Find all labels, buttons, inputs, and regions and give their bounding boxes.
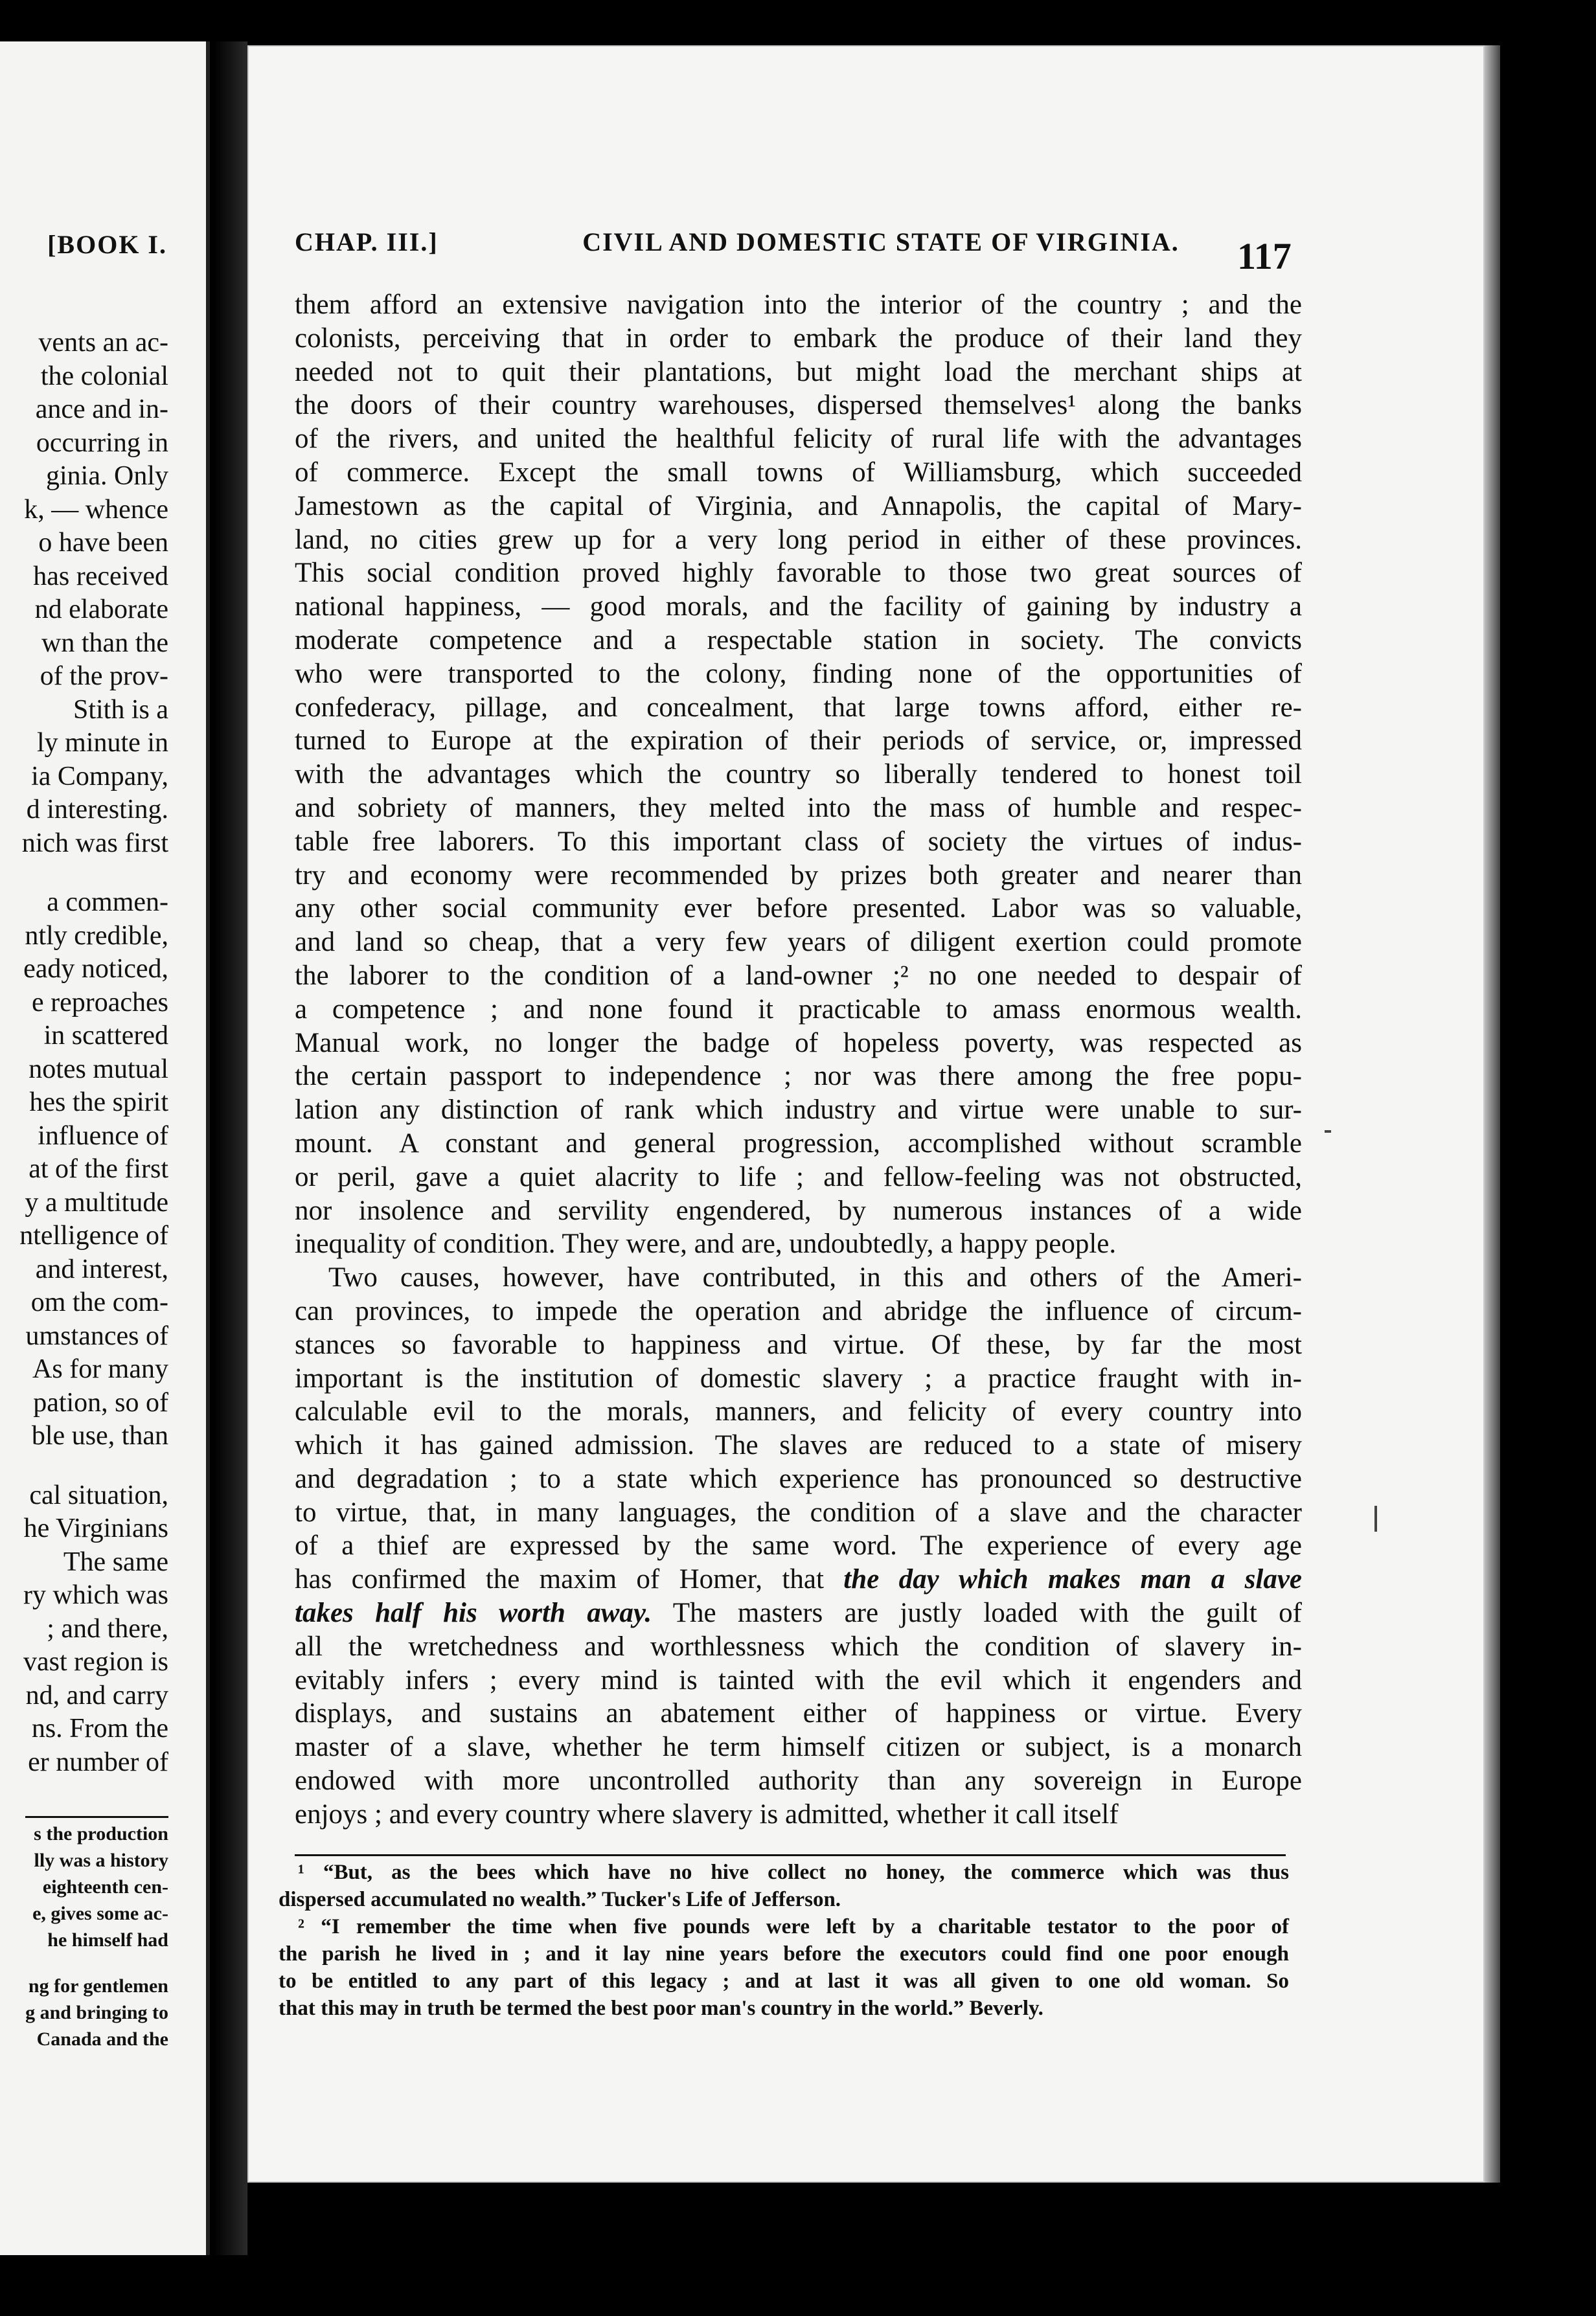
text-line: ntelligence of [19, 1221, 168, 1251]
footnote-line: ¹ “But, as the bees which have no hive collect no honey, the commerce which was thus [298, 1861, 1289, 1884]
text-line: a commen- [47, 887, 168, 917]
text-line: cal situation, [29, 1480, 168, 1510]
footnote-line: that this may in truth be termed the best poor man's country in the world.” Beverly. [279, 1997, 1043, 2020]
text-line: master of a slave, whether he term himself citizen or subject, is a monarch [295, 1732, 1302, 1763]
text-line: y a multitude [25, 1187, 168, 1218]
running-title: CIVIL AND DOMESTIC STATE OF VIRGINIA. [582, 227, 1180, 256]
italic-quote: the day which makes man a slave [843, 1564, 1302, 1595]
running-head [295, 227, 1305, 257]
text-line: and degradation ; to a state which experience has pronounced so destructive [295, 1463, 1302, 1494]
text-line [19, 860, 168, 886]
text-line: ; and there, [47, 1613, 168, 1644]
text-line: which it has gained admission. The slaves are reduced to a state of misery [295, 1430, 1302, 1461]
text-line: in scattered [43, 1021, 168, 1050]
text-line: at of the first [28, 1154, 168, 1184]
text-line: ble use, than [31, 1421, 168, 1451]
text-line: ia Company, [31, 761, 168, 791]
text-line: ntly credible, [25, 920, 168, 951]
text-line: hes the spirit [29, 1087, 168, 1117]
footnote-line: to be entitled to any part of this legacy ; and at last it was all given to one old woman. So [279, 1970, 1289, 1993]
text-line: colonists, perceiving that in order to embark the produce of their land they [295, 323, 1302, 354]
text-line: any other social community ever before presented. Labor was so valuable, [295, 893, 1302, 924]
footnote-line: g and bringing to [25, 2002, 168, 2023]
text-line: stances so favorable to happiness and virtue. Of these, by far the most [295, 1329, 1302, 1360]
text-line: calculable evil to the morals, manners, and felicity of every country into [295, 1396, 1302, 1427]
text-line: the doors of their country warehouses, dispersed themselves¹ along the banks [295, 390, 1302, 421]
footnote-line [25, 1953, 168, 1973]
text-line: ns. From the [31, 1714, 168, 1743]
text-line: who were transported to the colony, finding none of the opportunities of [295, 658, 1302, 689]
text-line: turned to Europe at the expiration of their periods of service, or, impressed [295, 725, 1302, 756]
text-line: and sobriety of manners, they melted into the mass of humble and respec- [295, 792, 1302, 823]
text-line: umstances of [25, 1321, 168, 1351]
text-line: he Virginians [23, 1514, 168, 1543]
text-line: them afford an extensive navigation into the interior of the country ; and the [295, 290, 1302, 320]
text-line: the certain passport to independence ; nor was there among the free popu- [295, 1061, 1302, 1092]
text-line: notes mutual [28, 1054, 168, 1084]
text-line: mount. A constant and general progression, accomplished without scramble [295, 1128, 1302, 1159]
text-line: can provinces, to impede the operation and abridge the influence of circum- [295, 1295, 1302, 1326]
text-line: vents an ac- [38, 328, 168, 358]
text-line: eady noticed, [23, 954, 168, 984]
italic-quote: takes half his worth away. [295, 1598, 652, 1629]
text-line: has confirmed the maxim of Homer, that the day which makes man a slave [295, 1564, 1302, 1595]
text-line: land, no cities grew up for a very long period in either of these provinces. [295, 524, 1302, 555]
text-line: of commerce. Except the small towns of Williamsburg, which succeeded [295, 457, 1302, 488]
text-line: to virtue, that, in many languages, the condition of a slave and the character [295, 1497, 1302, 1528]
left-page-header: [BOOK I. [47, 230, 167, 259]
text-line: pation, so of [33, 1387, 168, 1418]
text-line: all the wretchedness and worthlessness which the condition of slavery in- [295, 1631, 1302, 1662]
page-edge-shadow [1485, 45, 1500, 2183]
text-line: evitably infers ; every mind is tainted with the evil which it engenders and [295, 1664, 1302, 1696]
footnotes [279, 1859, 1289, 2022]
text-line [19, 1453, 168, 1479]
text-line: confederacy, pillage, and concealment, that large towns afford, either re- [295, 692, 1302, 723]
text-line: o have been [38, 528, 168, 558]
text-line: endowed with more uncontrolled authority than any sovereign in Europe [295, 1765, 1302, 1797]
page-number: 117 [1237, 235, 1292, 277]
text-line: nor insolence and servility engendered, by numerous instances of a wide [295, 1195, 1302, 1226]
text-line: has received [33, 561, 168, 591]
text-line: moderate competence and a respectable station in society. The convicts [295, 624, 1302, 655]
text-line: displays, and sustains an abatement either of happiness or virtue. Every [295, 1698, 1302, 1729]
footnote-line: eighteenth cen- [42, 1876, 168, 1898]
text-line: needed not to quit their plantations, but might load the merchant ships at [295, 356, 1302, 387]
text-line: d interesting. [26, 795, 168, 824]
text-line: inequality of condition. They were, and are, undoubtedly, a happy people. [295, 1229, 1117, 1260]
text-line: national happiness, — good morals, and the facility of gaining by industry a [295, 591, 1302, 622]
text-line: er number of [28, 1747, 168, 1777]
text-line: enjoys ; and every country where slavery is admitted, whether it call itself [295, 1799, 1119, 1830]
margin-mark [1325, 1130, 1331, 1133]
footnote-line: lly was a history [34, 1850, 168, 1871]
footnote-divider [295, 1854, 1286, 1856]
text-line: The same [63, 1547, 168, 1577]
text-line: and interest, [35, 1254, 168, 1284]
text-line: As for many [32, 1354, 168, 1384]
text-line: a competence ; and none found it practicable to amass enormous wealth. [295, 993, 1302, 1025]
chapter-label: CHAP. III.] [295, 227, 439, 256]
facing-page-left [0, 41, 210, 2255]
text-line: takes half his worth away. The masters are justly loaded with the guilt of [295, 1598, 1302, 1629]
footnote-line: ² “I remember the time when five pounds were left by a charitable testator to the poor of [298, 1915, 1289, 1938]
text-line: om the com- [30, 1288, 168, 1317]
text-line: Two causes, however, have contributed, in this and others of the Ameri- [328, 1262, 1302, 1293]
text-line: k, — whence [24, 494, 168, 525]
footnote-line: he himself had [47, 1929, 168, 1951]
text-line: lation any distinction of rank which industry and virtue were unable to sur- [295, 1095, 1302, 1126]
text-line: nd, and carry [25, 1680, 168, 1710]
text-line: try and economy were recommended by prizes both greater and nearer than [295, 859, 1302, 891]
text-line: the laborer to the condition of a land-owner ;² no one needed to despair of [295, 960, 1302, 991]
text-line: ance and in- [35, 394, 168, 424]
text-line: table free laborers. To this important class of society the virtues of indus- [295, 826, 1302, 857]
text-line: This social condition proved highly favorable to those two great sources of [295, 558, 1302, 589]
text-line: occurring in [36, 427, 168, 458]
text-line: of the prov- [40, 661, 168, 691]
text-line: Jamestown as the capital of Virginia, and Annapolis, the capital of Mary- [295, 490, 1302, 521]
text-line: of the rivers, and united the healthful felicity of rural life with the advantages [295, 424, 1302, 455]
text-line: nich was first [21, 828, 168, 858]
footnote-line: ng for gentlemen [28, 1975, 168, 1997]
margin-mark [1374, 1506, 1377, 1532]
footnote-line: the parish he lived in ; and it lay nine years before the executors could find one poor enough [279, 1942, 1289, 1966]
text-line: wn than the [41, 628, 168, 658]
text-line: e reproaches [31, 987, 168, 1017]
footnote-line: e, gives some ac- [32, 1903, 168, 1924]
text-line: of a thief are expressed by the same word. The experience of every age [295, 1530, 1302, 1561]
text-line: ly minute in [37, 728, 168, 758]
text-line: Manual work, no longer the badge of hopeless poverty, was respected as [295, 1027, 1302, 1058]
text-line: and land so cheap, that a very few years of diligent exertion could promote [295, 927, 1302, 958]
book-gutter [214, 41, 247, 2255]
text-line: Stith is a [73, 694, 168, 725]
text-line: important is the institution of domestic slavery ; a practice fraught with in- [295, 1363, 1302, 1394]
left-page-text [19, 326, 168, 1779]
text-line: nd elaborate [34, 595, 168, 624]
footnote-line: s the production [34, 1823, 168, 1845]
text-line: influence of [38, 1120, 168, 1151]
text-line: ginia. Only [46, 461, 168, 491]
text-line: ry which was [23, 1580, 168, 1610]
text-line: the colonial [40, 361, 168, 391]
text-line: with the advantages which the country so liberally tendered to honest toil [295, 759, 1302, 790]
body-text [295, 288, 1302, 1832]
left-page-footnotes [25, 1816, 168, 2052]
footnote-line: Canada and the [36, 2028, 168, 2050]
text-line: or peril, gave a quiet alacrity to life ; and fellow-feeling was not obstructed, [295, 1161, 1302, 1192]
text-line: vast region is [23, 1647, 168, 1677]
footnote-line: dispersed accumulated no wealth.” Tucker's Life of Jefferson. [279, 1888, 841, 1911]
